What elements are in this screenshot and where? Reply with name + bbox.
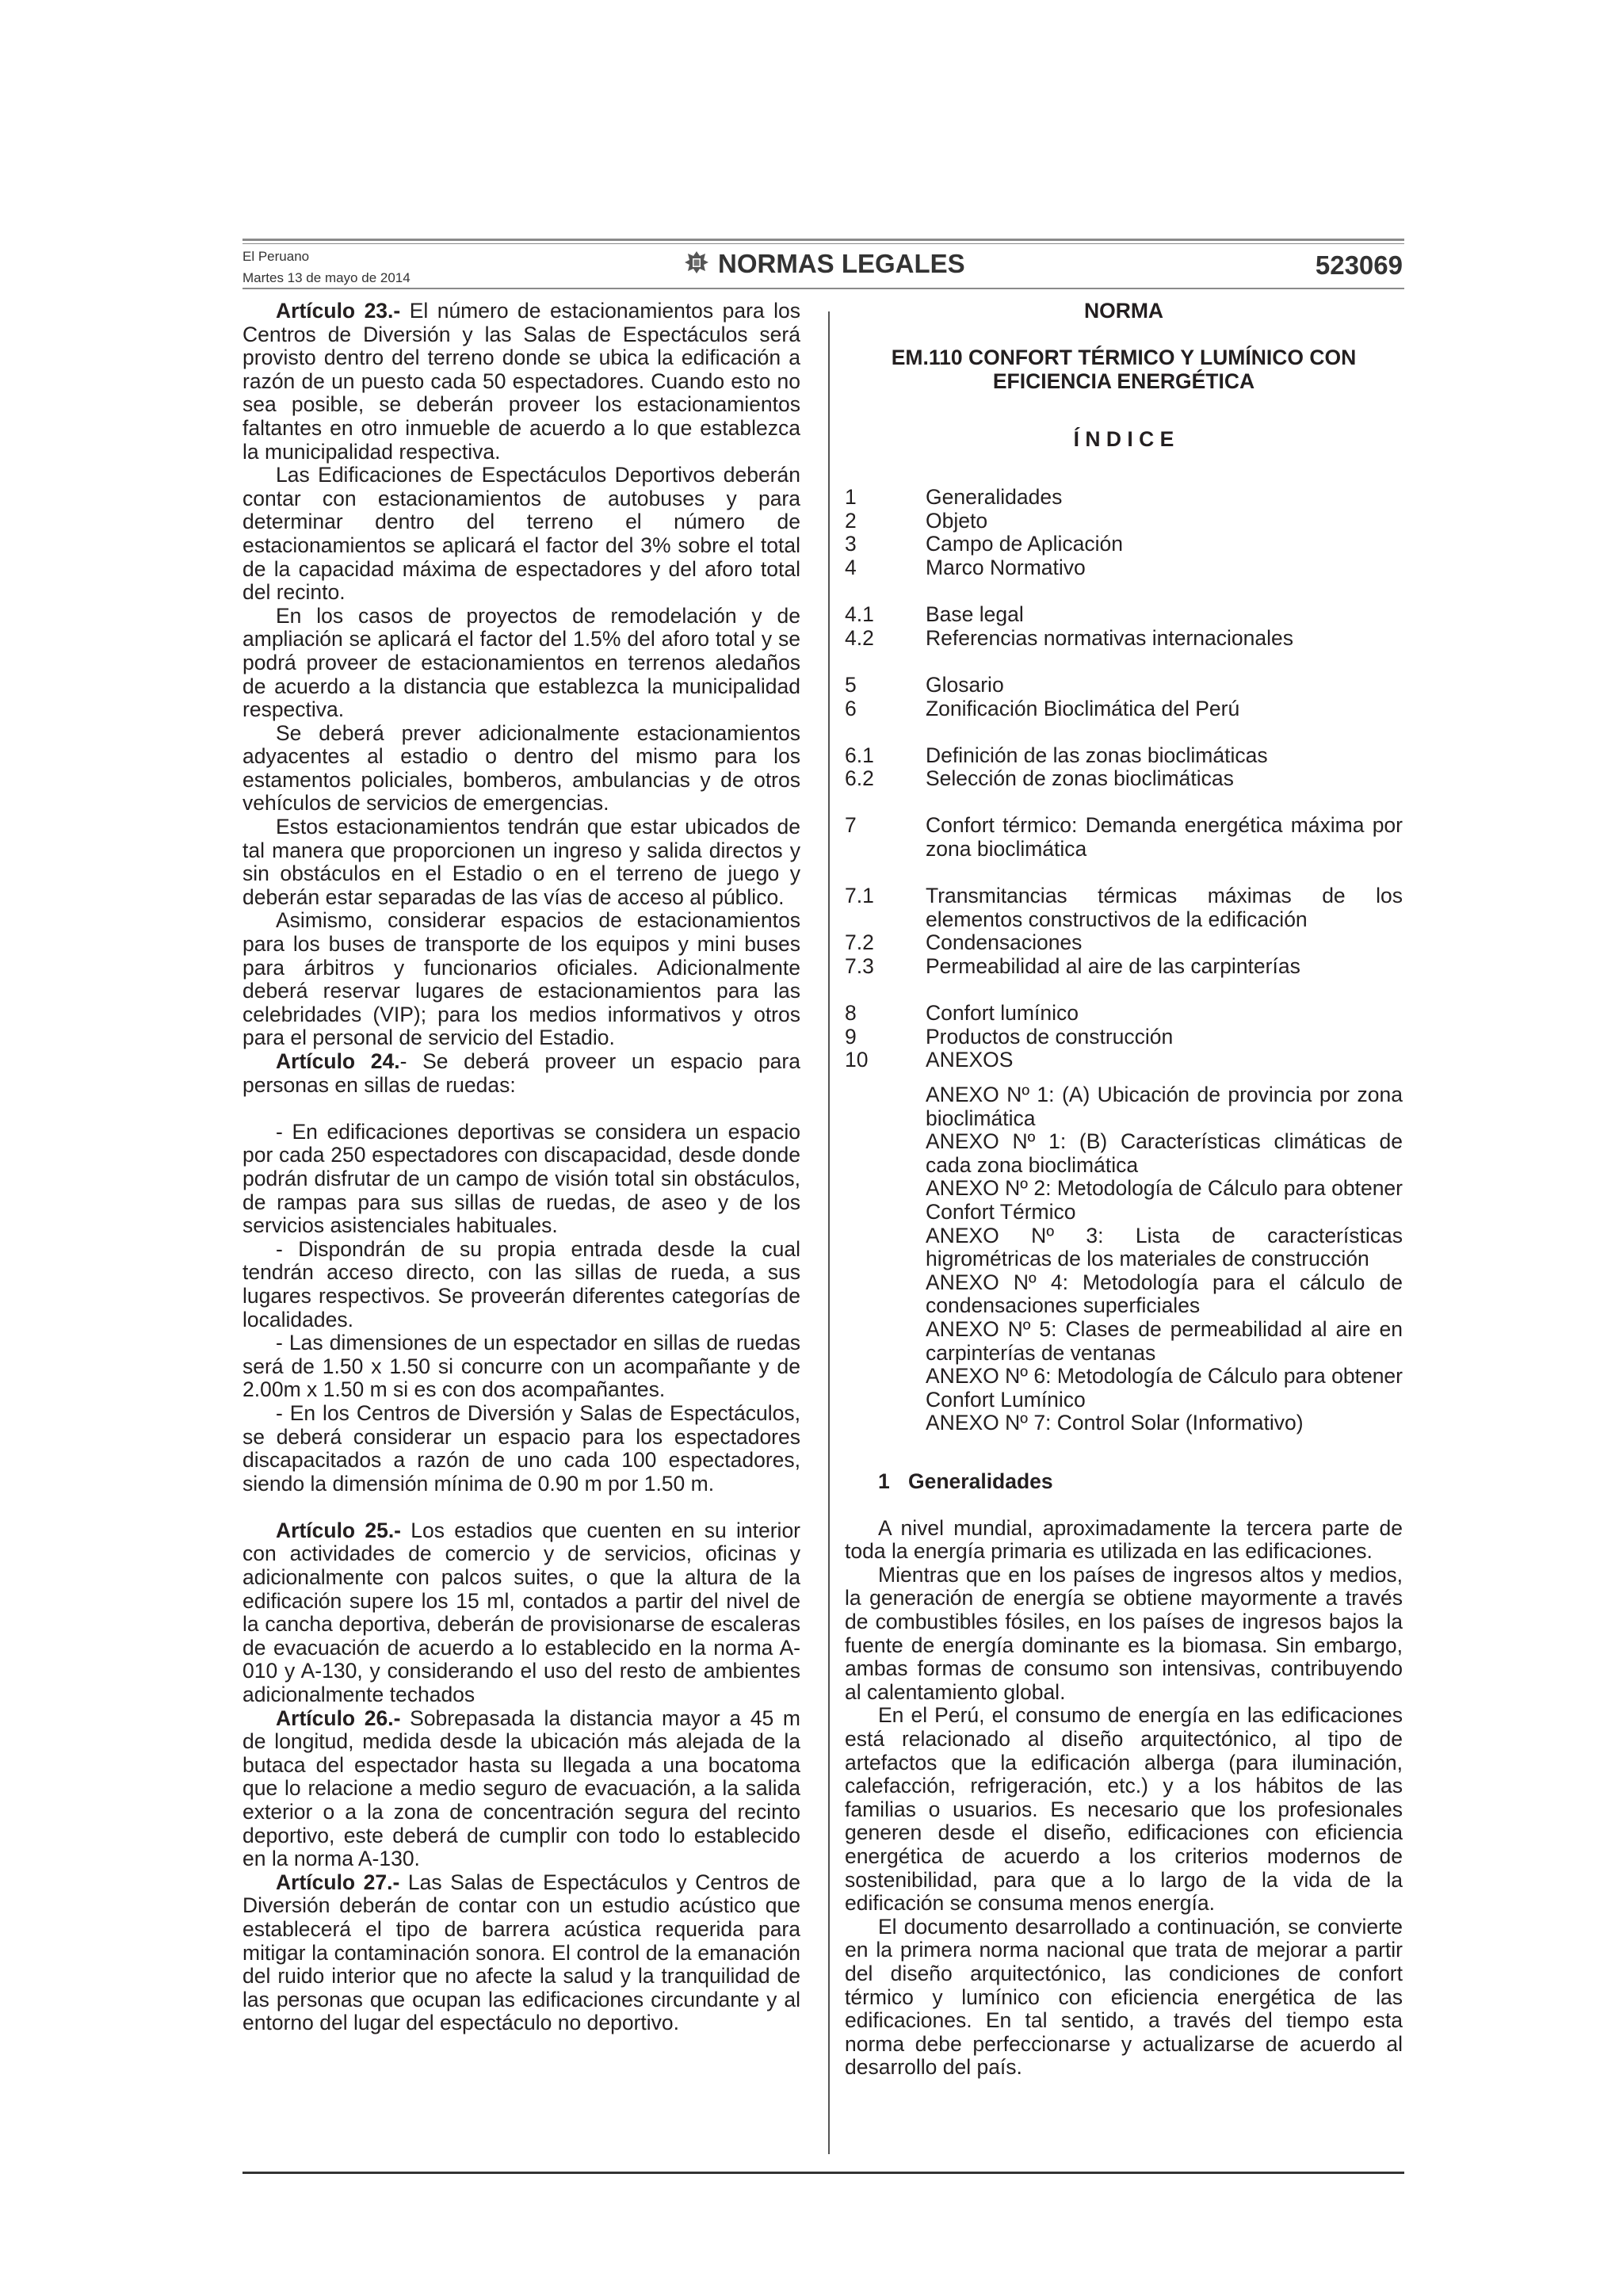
article-23-title: Artículo 23.- xyxy=(276,299,401,323)
annex-list xyxy=(845,1083,1403,1435)
annex-entry: ANEXO Nº 4: Metodología para el cálculo de condensaciones superficiales xyxy=(926,1270,1403,1318)
annex-entry: ANEXO Nº 6: Metodología de Cálculo para obtener Confort Lumínico xyxy=(926,1364,1403,1412)
index-entry-number: 4.1 xyxy=(845,602,874,627)
section-1-paragraph-4: El documento desarrollado a continuación, se convierte en la primera norma nacional que trata de mejorar a partir del diseño arquitectónico, las condiciones de confort térmico y lumínico con eficiencia energética de las edificaciones. En tal sentido, a través del tiempo esta norma debe perfeccionarse y actualizarse de acuerdo al desarrollo del país. xyxy=(845,1914,1403,2080)
spacer xyxy=(845,1459,1403,1470)
index-entry-number: 6.1 xyxy=(845,743,874,767)
index-entry-title: Marco Normativo xyxy=(926,555,1086,579)
index-entry xyxy=(845,931,1403,955)
index-entry-number: 8 xyxy=(845,1001,857,1026)
article-26-paragraph: Artículo 26.- Sobrepasada la distancia mayor a 45 m de longitud, medida desde la ubicación más alejada de la butaca del espectador hasta su llegada a una bocatoma que lo relacione a medio seguro de evacuación, a la salida exterior o a la zona de concentración segura del recinto deportivo, este deberá de cumplir con todo lo establecido en la norma A-130. xyxy=(242,1706,801,1871)
coat-of-arms-icon xyxy=(683,250,710,279)
annex-entry: ANEXO Nº 1: (B) Características climáticas de cada zona bioclimática xyxy=(926,1129,1403,1177)
index-entry-number: 7.2 xyxy=(845,930,874,955)
index-entry xyxy=(845,884,1403,931)
article-23-paragraph-2: Las Edificaciones de Espectáculos Deportivos deberán contar con estacionamientos de autobuses y para determinar dentro del terreno el número de estacionamientos se aplicará el factor del 3% sobre el total de la capacidad máxima de espectadores y del aforo total del recinto. xyxy=(242,463,800,605)
header-bottom-rule xyxy=(242,288,1404,289)
index-entry-title: Productos de construcción xyxy=(926,1024,1174,1049)
index-entry-title: Base legal xyxy=(926,602,1024,627)
left-column xyxy=(242,300,800,2035)
index-entry-title: Definición de las zonas bioclimáticas xyxy=(926,743,1268,767)
index-entry-number: 4.2 xyxy=(845,625,874,650)
index-entry xyxy=(845,697,1403,721)
index-entry-number: 9 xyxy=(845,1024,857,1049)
index-entry xyxy=(845,533,1403,556)
spacer xyxy=(845,323,1403,347)
article-25-title: Artículo 25.- xyxy=(276,1518,402,1542)
brand-title: NORMAS LEGALES xyxy=(718,249,965,278)
publisher-name: El Peruano xyxy=(242,249,310,264)
index-entry-number: 2 xyxy=(845,508,857,533)
article-24-item-1: - En edificaciones deportivas se considera un espacio por cada 250 espectadores con discapacidad, desde donde podrán disfrutar de un campo de visión total sin obstáculos, de rampas para sus sillas de ruedas, de aseo y de los servicios asistenciales habituales. xyxy=(242,1119,800,1238)
section-1-heading xyxy=(845,1470,1403,1494)
article-25-paragraph: Artículo 25.- Los estadios que cuenten en su interior con actividades de comercio y de servicios, oficinas y adicionalmente con palcos suites, o que la altura de la edificación supere los 15 ml, contados a partir del nivel de la cancha deportiva, deberán de provisionarse de escaleras de evacuación de acuerdo a lo establecido en la norma A-010 y A-130, y considerando el uso del resto de ambientes adicionalmente techados xyxy=(242,1518,801,1707)
index-entry-number: 6.2 xyxy=(845,766,874,791)
article-24-item-4: - En los Centros de Diversión y Salas de Espectáculos, se deberá considerar un espacio para los espectadores discapacitados a razón de uno cada 100 espectadores, siendo la dimensión mínima de 0.90 m por 1.50 m. xyxy=(242,1400,800,1496)
index-entry xyxy=(845,486,1403,510)
spacer xyxy=(845,720,1403,744)
spacer xyxy=(845,1435,1403,1459)
spacer xyxy=(845,452,1403,476)
header-left xyxy=(242,246,411,288)
article-23-paragraph-6: Asimismo, considerar espacios de estacionamientos para los buses de transporte de los equipos y mini buses para árbitros y funcionarios oficiales. Adicionalmente deberá reservar lugares de estacionamientos para las celebridades (VIP); para los medios informativos y otros para el personal de servicio del Estadio. xyxy=(242,908,800,1050)
section-1-paragraph-2: Mientras que en los países de ingresos altos y medios, la generación de energía se obtiene mayormente a través de combustibles fósiles, en los países de ingresos bajos la fuente de energía dominante es la biomasa. Sin embargo, ambas formas de consumo son intensivas, contribuyendo al calentamiento global. xyxy=(845,1562,1403,1704)
article-23-paragraph-5: Estos estacionamientos tendrán que estar ubicados de tal manera que proporcionen un ingreso y salida directos y sin obstáculos en el Estadio o en el terreno de juego y deberán estar separadas de las vías de acceso al público. xyxy=(242,815,800,909)
index-entry xyxy=(845,1026,1403,1049)
spacer xyxy=(242,1496,800,1519)
index-entry-title: Campo de Aplicación xyxy=(926,532,1123,556)
index-entry-number: 7.3 xyxy=(845,954,874,979)
index-entry-number: 5 xyxy=(845,672,857,697)
spacer xyxy=(845,979,1403,1003)
article-24-item-3: - Las dimensiones de un espectador en sillas de ruedas será de 1.50 x 1.50 si concurre con un acompañante y de 2.00m x 1.50 m si es con dos acompañantes. xyxy=(242,1331,800,1402)
index-entry-number: 7.1 xyxy=(845,884,874,908)
header-top-rule-thin xyxy=(242,243,1404,244)
spacer xyxy=(845,1493,1403,1517)
norma-heading: NORMA xyxy=(1083,299,1164,323)
index-entry-number: 4 xyxy=(845,555,857,579)
annex-entry: ANEXO Nº 2: Metodología de Cálculo para obtener Confort Térmico xyxy=(926,1176,1403,1224)
publication-date: Martes 13 de mayo de 2014 xyxy=(242,270,411,285)
index-entry-title: Referencias normativas internacionales xyxy=(926,625,1293,650)
index-entry xyxy=(845,627,1403,651)
spacer xyxy=(845,861,1403,885)
index-list xyxy=(845,486,1403,1072)
index-entry-title: Zonificación Bioclimática del Perú xyxy=(926,696,1240,720)
article-23-paragraph: Artículo 23.- El número de estacionamientos para los Centros de Diversión y las Salas de Espectáculos será provisto dentro del terreno donde se ubica la edificación a razón de un puesto cada 50 espectadores. Cuando esto no sea posible, se deberán proveer los estacionamientos faltantes en otro inmueble de acuerdo a lo que establezca la municipalidad respectiva. xyxy=(242,299,800,464)
index-entry xyxy=(845,603,1403,627)
index-heading: Í N D I C E xyxy=(1073,426,1174,451)
footer-rule xyxy=(242,2172,1404,2174)
index-entry-number: 3 xyxy=(845,532,857,556)
index-entry-title: Glosario xyxy=(926,672,1004,697)
article-27-title: Artículo 27.- xyxy=(276,1870,400,1894)
section-1-paragraph-3: En el Perú, el consumo de energía en las edificaciones está relacionado al diseño arquitectónico, al tipo de artefactos que la edificación alberga (para iluminación, calefacción, refrigeración, etc.) y a los hábitos de las familias o usuarios. Es necesario que los profesionales generen desde el diseño, edificaciones con eficiencia energética de acuerdo a los criterios modernos de sostenibilidad, para que a lo largo de la vida de la edificación se consuma menos energía. xyxy=(845,1703,1403,1916)
index-entry-title: Objeto xyxy=(926,508,988,533)
article-24-item-2: - Dispondrán de su propia entrada desde la cual tendrán acceso directo, con las sillas de rueda, a sus lugares respectivos. Se proveerán diferentes categorías de localidades. xyxy=(242,1236,800,1331)
index-entry xyxy=(845,814,1403,861)
spacer xyxy=(845,791,1403,815)
article-27-paragraph: Artículo 27.- Las Salas de Espectáculos y Centros de Diversión deberán de contar con un estudio acústico que establecerá el tipo de barrera acústica requerida para mitigar la contaminación sonora. El control de la emanación del ruido interior que no afecte la salud y la tranquilidad de las personas que ocupan las edificaciones circundante y al entorno del lugar del espectáculo no deportivo. xyxy=(242,1870,800,2035)
index-entry xyxy=(845,955,1403,979)
index-entry xyxy=(845,556,1403,580)
column-divider xyxy=(828,311,830,2154)
index-entry-title: ANEXOS xyxy=(926,1048,1014,1072)
article-26-title: Artículo 26.- xyxy=(276,1706,401,1730)
index-entry-number: 10 xyxy=(845,1048,869,1072)
index-entry xyxy=(845,1049,1403,1072)
spacer xyxy=(845,580,1403,604)
annex-entry: ANEXO Nº 7: Control Solar (Informativo) xyxy=(926,1411,1304,1435)
index-entry-number: 7 xyxy=(845,813,857,838)
index-entry-title: Selección de zonas bioclimáticas xyxy=(926,766,1234,791)
spacer xyxy=(845,1072,1403,1083)
spacer xyxy=(845,650,1403,674)
index-entry-title: Transmitancias térmicas máximas de los elementos constructivos de la edificación xyxy=(926,884,1403,931)
article-24-title: Artículo 24. xyxy=(276,1049,400,1073)
norma-title-line-2: EFICIENCIA ENERGÉTICA xyxy=(992,369,1255,393)
page-number: 523069 xyxy=(1315,250,1403,280)
spacer xyxy=(845,475,1403,486)
index-entry-title: Confort térmico: Demanda energética máxima por zona bioclimática xyxy=(926,813,1403,861)
spacer xyxy=(845,417,1403,428)
norma-title-line-1: EM.110 CONFORT TÉRMICO Y LUMÍNICO CON xyxy=(891,346,1357,370)
index-entry xyxy=(845,510,1403,533)
index-entry-number: 6 xyxy=(845,696,857,720)
index-entry-title: Permeabilidad al aire de las carpinterías xyxy=(926,954,1300,979)
header-top-rule xyxy=(242,239,1404,241)
header-brand xyxy=(683,249,965,279)
section-1-title: Generalidades xyxy=(908,1469,1053,1493)
annex-entry: ANEXO Nº 3: Lista de características higrométricas de los materiales de construcción xyxy=(926,1223,1403,1271)
index-entry xyxy=(845,744,1403,768)
annex-entry: ANEXO Nº 5: Clases de permeabilidad al aire en carpinterías de ventanas xyxy=(926,1316,1403,1365)
index-entry xyxy=(845,767,1403,791)
section-1-paragraph-1: A nivel mundial, aproximadamente la tercera parte de toda la energía primaria es utilizada en las edificaciones. xyxy=(845,1515,1403,1564)
article-24-paragraph: Artículo 24.- Se deberá proveer un espacio para personas en sillas de ruedas: xyxy=(242,1049,800,1097)
index-entry-number: 1 xyxy=(845,485,857,510)
index-entry-title: Condensaciones xyxy=(926,930,1083,955)
index-entry xyxy=(845,1002,1403,1026)
index-entry-title: Confort lumínico xyxy=(926,1001,1079,1026)
section-1-number: 1 xyxy=(878,1469,890,1493)
article-23-paragraph-3: En los casos de proyectos de remodelación y de ampliación se aplicará el factor del 1.5% del aforo total y se podrá proveer de estacionamientos en terrenos aledaños de acuerdo a la distancia que establezca la municipalidad respectiva. xyxy=(242,603,800,722)
index-entry xyxy=(845,674,1403,697)
annex-entry: ANEXO Nº 1: (A) Ubicación de provincia por zona bioclimática xyxy=(926,1083,1403,1130)
article-23-paragraph-4: Se deberá prever adicionalmente estacionamientos adyacentes al estadio o dentro del mismo para los estamentos policiales, bomberos, ambulancias y de otros vehículos de servicios de emergencias. xyxy=(242,720,800,816)
index-entry-title: Generalidades xyxy=(926,485,1063,510)
spacer xyxy=(242,1097,800,1121)
spacer xyxy=(845,393,1403,417)
right-column xyxy=(845,300,1403,2080)
